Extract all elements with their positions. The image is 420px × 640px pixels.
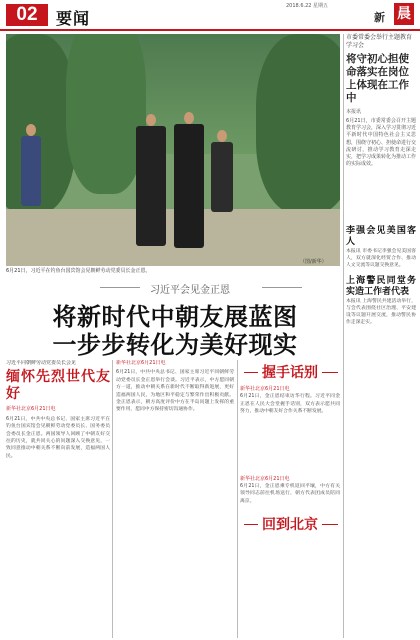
article-kicker: 市委常委会举行主题教育学习会 [346,34,413,49]
article-body: 6月21日，金正恩结束访华行程。习近平同金正恩在人民大会堂握手话别，双方表示愿共同努力，推动中朝友好合作关系不断发展。 [240,394,340,415]
main-headline-line1: 将新时代中朝友展蓝图 [52,302,298,331]
divider [100,287,140,288]
article-headline: 缅怀先烈世代友好 [6,369,110,403]
right-column-top [346,34,416,168]
column-rule [343,34,344,638]
page-number: 02 [6,4,48,26]
article-dateline: 新华社北京6月21日电 [240,386,290,392]
date-line: 2018.6.22 星期五 [286,3,329,9]
main-headline-line2: 一步步转化为美好现实 [52,330,298,359]
box-rule [322,524,338,525]
newspaper-logo [374,3,416,27]
article-body: 本报讯 市委书记李强会见美国客人，双方就深化经贸合作、推动人文交流等议题交换意见。 [346,249,416,269]
box-title: 回到北京 [262,517,318,533]
article-headline: 上海警民同堂务实造工作者代表 [346,275,416,297]
article-column-3 [240,360,340,638]
photo-caption: 6月21日，习近平在钓鱼台国宾馆会见朝鲜劳动党委员长金正恩。 [6,268,151,274]
article-kicker: 习近平同朝鲜劳动党委员长会见 [6,360,77,366]
section-name: 要闻 [56,9,91,28]
box-rule [244,372,258,373]
article-body: 本报讯 上海警民共建活动举行，与会代表围绕社区治理、平安建设等议题开展交流，推动警民协作走深走实。 [346,298,416,326]
article-body: 6月21日，市委常委会召开主题教育学习会，深入学习贯彻习近平新时代中国特色社会主义思想，围绕守初心、担使命进行交流研讨，推动学习教育走深走实，把学习成果转化为推动工作的实际成效。 [346,118,417,168]
photo-credit: （图/新华） [300,259,327,265]
right-column-bottom [346,220,416,638]
article-body: 6月21日，金正恩乘专机返回平壤，中方有关领导同志前往机场送行，朝方代表团成员陪同离京。 [240,484,340,504]
box-rule [322,372,338,373]
logo-text-small: 新 [374,11,385,24]
article-column-2 [116,360,234,638]
article-body: 6月21日，中共中央总书记、国家主席习近平在钓鱼台国宾馆会见朝鲜劳动党委员长、国务委员会委员长金正恩。两国领导人回顾了中朝友好交往的历史，就共同关心的问题深入交换意见，一致同意推动中朝关系不断向前发展，造福两国人民。 [6,416,110,459]
article-dateline: 新华社北京6月21日电 [116,360,166,366]
article-column-1 [6,360,110,638]
column-rule [112,360,113,638]
box-rule [244,524,258,525]
article-body: 6月21日，中共中央总书记、国家主席习近平同朝鲜劳动党委员长金正恩举行会谈。习近平表示，中方愿同朝方一道，推动中朝关系在新时代不断取得新进展，更好造福两国人民，为地区和平稳定与繁荣作出积极贡献。金正恩表示，朝方高度评价中方在半岛问题上发挥的重要作用，愿同中方保持密切沟通协作。 [116,370,234,413]
divider [262,287,302,288]
article-dateline: 新华社北京6月21日电 [240,475,290,482]
article-dateline: 新华社北京6月21日电 [6,406,56,413]
logo-text-big: 晨 [394,3,414,25]
article-byline: 本报讯 [346,109,362,115]
article-headline: 将守初心担使命落实在岗位上体现在工作中 [346,53,409,104]
main-kicker: 习近平会见金正恩 [150,285,230,296]
article-headline: 李强会见美国客人 [346,226,416,247]
box-title: 握手话别 [262,365,318,381]
masthead-rule [0,29,420,31]
column-rule [237,360,238,638]
lead-photo [6,34,340,266]
masthead [0,0,420,30]
